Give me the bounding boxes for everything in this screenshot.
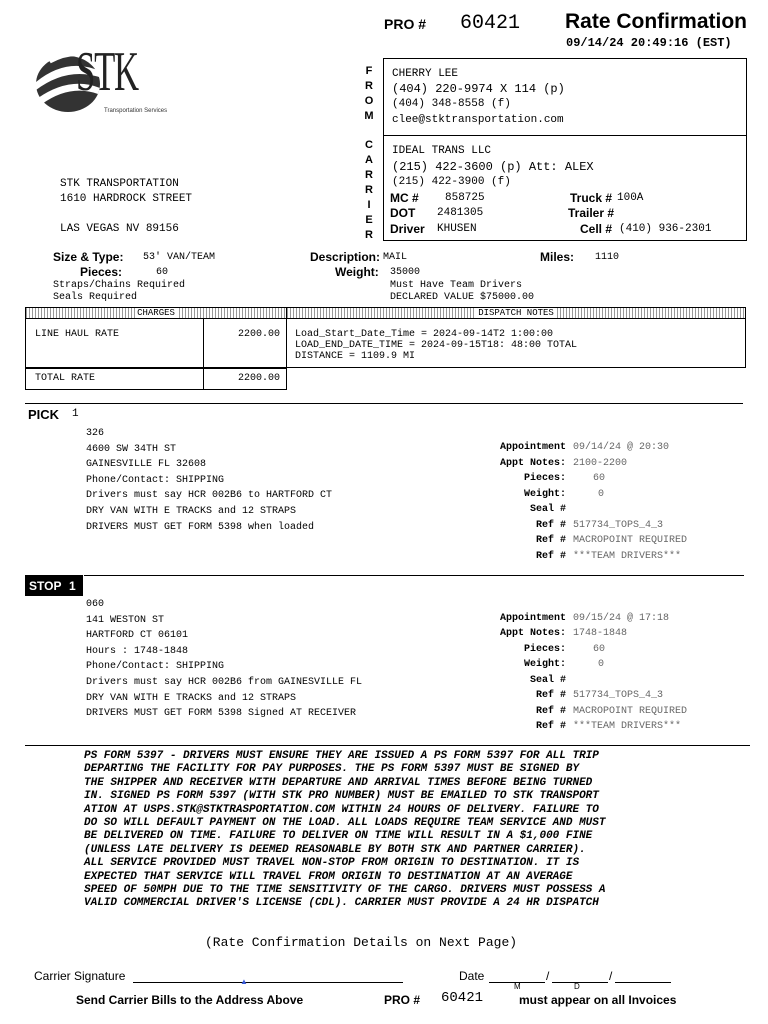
dispatch-header: DISPATCH NOTES (286, 307, 746, 319)
miles-label: Miles: (540, 250, 575, 264)
team-note: Must Have Team Drivers (390, 280, 523, 291)
from-fax: (404) 348-8558 (f) (392, 98, 511, 110)
pick-ref2-value: MACROPOINT REQUIRED (573, 535, 688, 546)
pro-number: 60421 (460, 12, 521, 35)
pick-appt-value: 09/14/24 @ 20:30 (573, 442, 670, 453)
carrier-vertical-label: C A R R I E R (365, 139, 373, 241)
stop-weight-label: Weight: (523, 659, 566, 670)
date-year-line[interactable] (615, 982, 671, 983)
stop-seal-label: Seal # (529, 675, 566, 686)
pick-details: 326 4600 SW 34TH ST GAINESVILLE FL 32608 Phone/Contact: SHIPPING Drivers must say HCR 002B6 to HARTFORD CT DRY VAN WITH E TRACKS and 12 STRAPS DRIVERS MUST GET FORM 5398 when loaded (86, 428, 333, 533)
cell-number: (410) 936-2301 (619, 223, 712, 235)
stop-pieces-label: Pieces: (523, 644, 566, 655)
miles-value: 1110 (595, 252, 620, 263)
company-street: 1610 HARDROCK STREET (60, 193, 193, 205)
stop-ref3-label: Ref # (535, 721, 566, 732)
seals-note: Seals Required (53, 292, 138, 303)
from-name: CHERRY LEE (392, 68, 459, 80)
stop-ref3-value: ***TEAM DRIVERS*** (573, 721, 682, 732)
carrier-signature-label: Carrier Signature (34, 969, 126, 983)
stop-weight-value: 0 (598, 659, 605, 670)
month-caption: M (514, 982, 521, 991)
carrier-phone: (215) 422-3600 (p) Att: ALEX (392, 160, 594, 174)
truck-label: Truck # (570, 191, 613, 205)
date-day-line[interactable] (552, 982, 608, 983)
charges-box (25, 318, 287, 368)
size-value: 53' VAN/TEAM (143, 252, 216, 263)
stop-ref2-value: MACROPOINT REQUIRED (573, 706, 688, 717)
invoices-note: must appear on all Invoices (519, 993, 677, 1007)
terms-text: PS FORM 5397 - DRIVERS MUST ENSURE THEY ARE ISSUED A PS FORM 5397 FOR ALL TRIP DEPARTING THE FACILITY FOR PAY PURPOSES. THE PS FORM 5397 MUST BE SIGNED BY THE SHIPPER AND RECEIVER WITH DEPARTURE AND ARRIVAL TIMES BEFORE BEING TURNED IN. SIGNED PS FORM 5397 (WITH STK PRO NUMBER) MUST BE EMAILED TO STK TRANSPORT ATION AT USPS.STK@STKTRASPORTATION.COM WITHIN 24 HOURS OF DELIVERY. FAILURE TO DO SO WILL DEFAULT PAYMENT ON THE LOAD. ALL LOADS REQUIRE TEAM SERVICE AND MUST BE DELIVERED ON TIME. FAILURE TO DELIVER ON TIME WILL RESULT IN A $1,000 FINE (UNLESS LATE DELIVERY IS DEEMED REASONABLE BY BOTH STK AND PARTNER CARRIER). ALL SERVICE PROVIDED MUST TRAVEL NON-STOP FROM ORIGIN TO DESTINATION. IT IS EXPECTED THAT SERVICE WILL TRAVEL FROM ORIGIN TO DESTINATION AT AN AVERAGE SPEED OF 50MPH DUE TO THE TIME SENSITIVITY OF THE CARGO. DRIVERS MUST POSSESS A VALID COMMERCIAL DRIVER'S LICENSE (CDL). CARRIER MUST PROVIDE A 24 HR DISPATCH (84, 750, 606, 910)
send-bills-note: Send Carrier Bills to the Address Above (76, 993, 304, 1007)
stop-ref1-label: Ref # (535, 690, 566, 701)
logo-text: STK (76, 41, 138, 103)
page-title: Rate Confirmation (565, 10, 748, 33)
mc-number: 858725 (445, 192, 485, 204)
description-label: Description: (310, 250, 381, 264)
pick-ref2-label: Ref # (535, 535, 566, 546)
pick-ref3-label: Ref # (535, 551, 566, 562)
total-rate-label: TOTAL RATE (35, 373, 96, 384)
signature-marker-icon: ▲ (240, 977, 248, 986)
total-rate-value: 2200.00 (238, 373, 281, 384)
pieces-value: 60 (156, 267, 169, 278)
trailer-label: Trailer # (568, 206, 615, 220)
declared-value: DECLARED VALUE $75000.00 (390, 292, 535, 303)
dot-label: DOT (390, 206, 416, 220)
line-haul-label: LINE HAUL RATE (35, 329, 120, 340)
stop-details: 060 141 WESTON ST HARTFORD CT 06101 Hours : 1748-1848 Phone/Contact: SHIPPING Drivers must say HCR 002B6 from GAINESVILLE FL DRY VAN WITH E TRACKS and 12 STRAPS DRIVERS MUST GET FORM 5398 Signed AT RECEIVER (86, 599, 363, 720)
from-vertical-label: F R O M (364, 65, 374, 122)
pick-appt-label: Appointment (499, 442, 566, 453)
pick-ref1-label: Ref # (535, 520, 566, 531)
company-city: LAS VEGAS NV 89156 (60, 223, 179, 235)
straps-note: Straps/Chains Required (53, 280, 186, 291)
header-datetime: 09/14/24 20:49:16 (EST) (566, 36, 732, 50)
pick-number: 1 (72, 408, 79, 420)
day-caption: D (574, 982, 580, 991)
stop-ref2-label: Ref # (535, 706, 566, 717)
dot-number: 2481305 (437, 207, 484, 219)
company-name: STK TRANSPORTATION (60, 178, 179, 190)
cell-label: Cell # (580, 222, 613, 236)
footer-pro-label: PRO # (384, 993, 421, 1007)
pick-seal-label: Seal # (529, 504, 566, 515)
mc-label: MC # (390, 191, 419, 205)
stop-appt-label: Appointment (499, 613, 566, 624)
signature-line[interactable] (133, 982, 403, 983)
charges-header: CHARGES (25, 307, 287, 319)
date-label: Date (459, 969, 485, 983)
weight-value: 35000 (390, 267, 421, 278)
footer-pro-number: 60421 (441, 990, 484, 1006)
weight-label: Weight: (335, 265, 379, 279)
stop-ref1-value: 517734_TOPS_4_3 (573, 690, 664, 701)
driver-name: KHUSEN (437, 223, 477, 235)
stop-appt-notes-value: 1748-1848 (573, 628, 628, 639)
pick-weight-label: Weight: (523, 489, 566, 500)
logo-subtitle: Transportation Services (104, 108, 168, 114)
pick-appt-notes-label: Appt Notes: (499, 458, 566, 469)
pick-pieces-label: Pieces: (523, 473, 566, 484)
pick-label: PICK (28, 407, 60, 422)
line-haul-value: 2200.00 (238, 329, 281, 340)
pieces-label: Pieces: (80, 265, 123, 279)
next-page-note: (Rate Confirmation Details on Next Page) (205, 935, 518, 950)
pick-weight-value: 0 (598, 489, 605, 500)
stop-pieces-value: 60 (593, 644, 606, 655)
stop-badge: STOP 1 (25, 575, 83, 596)
stop-appt-notes-label: Appt Notes: (499, 628, 566, 639)
stop-appt-value: 09/15/24 @ 17:18 (573, 613, 670, 624)
driver-label: Driver (390, 222, 425, 236)
from-email: clee@stktransportation.com (392, 114, 564, 126)
pro-label: PRO # (384, 16, 427, 32)
from-phone: (404) 220-9974 X 114 (p) (392, 82, 565, 96)
size-label: Size & Type: (53, 250, 124, 264)
pick-appt-notes-value: 2100-2200 (573, 458, 628, 469)
pick-ref1-value: 517734_TOPS_4_3 (573, 520, 664, 531)
carrier-fax: (215) 422-3900 (f) (392, 176, 511, 188)
description-value: MAIL (383, 252, 408, 263)
truck-number: 100A (617, 192, 644, 204)
pick-pieces-value: 60 (593, 473, 606, 484)
pick-ref3-value: ***TEAM DRIVERS*** (573, 551, 682, 562)
dispatch-notes: Load_Start_Date_Time = 2024-09-14T2 1:00:00 LOAD_END_DATE_TIME = 2024-09-15T18: 48:00 TOTAL DISTANCE = 1109.9 MI (295, 329, 578, 362)
carrier-name: IDEAL TRANS LLC (392, 145, 492, 157)
